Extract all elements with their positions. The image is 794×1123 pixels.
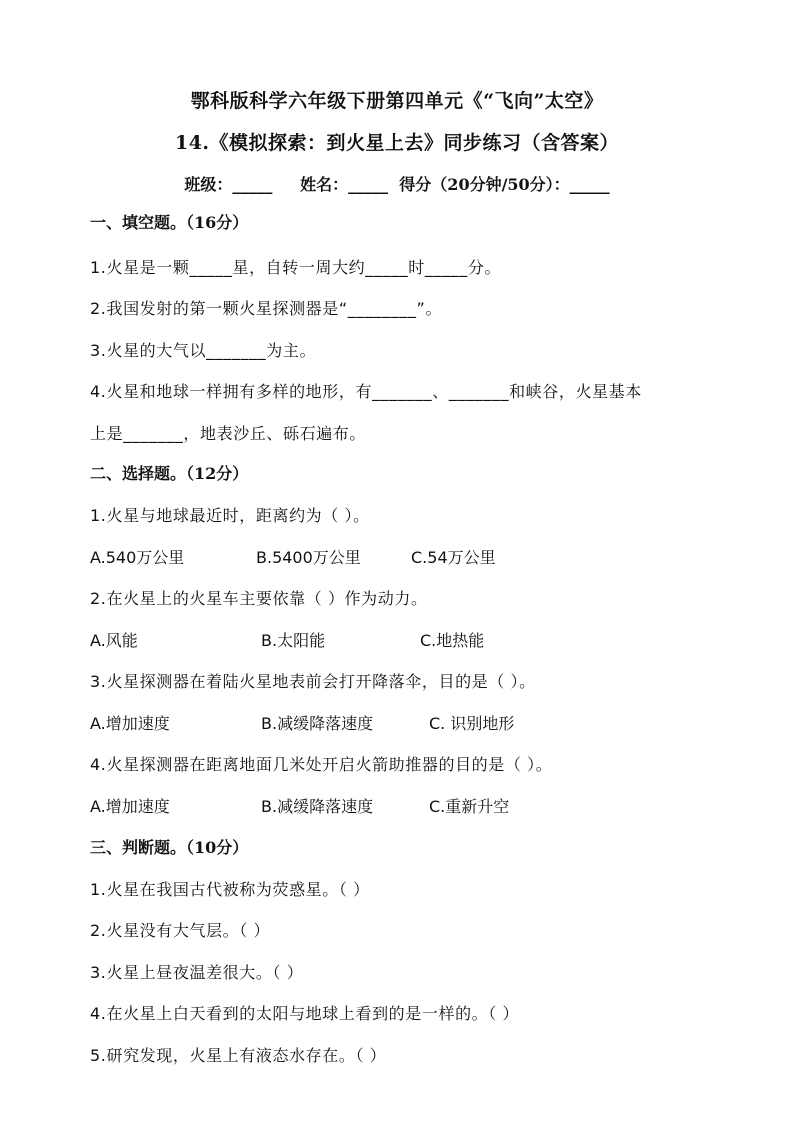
option-c: C.重新升空 — [429, 797, 510, 816]
worksheet-title: 鄂科版科学六年级下册第四单元《“飞向”太空》 — [190, 90, 604, 112]
fill-blank-question-1: 1.火星是一颗_____星，自转一周大约_____时_____分。 — [90, 258, 502, 277]
section-judgment-heading: 三、判断题。（10分） — [90, 838, 249, 857]
judgment-question-2: 2.火星没有大气层。（ ） — [90, 921, 271, 940]
option-b: B.5400万公里 — [256, 548, 361, 567]
fill-blank-question-3: 3.火星的大气以_______为主。 — [90, 341, 317, 360]
fill-blank-question-4: 4.火星和地球一样拥有多样的地形，有_______、_______和峡谷，火星基本 — [90, 382, 642, 401]
student-info-line: 班级：_____ 姓名：_____ 得分（20分钟/50分）：_____ — [184, 175, 610, 194]
judgment-question-4: 4.在火星上白天看到的太阳与地球上看到的是一样的。（ ） — [90, 1004, 520, 1023]
choice-question-2: 2.在火星上的火星车主要依靠（ ）作为动力。 — [90, 589, 428, 608]
worksheet-subtitle: 14.《模拟探索：到火星上去》同步练习（含答案） — [174, 132, 620, 154]
option-a: A.增加速度 — [90, 714, 170, 733]
judgment-question-1: 1.火星在我国古代被称为荧惑星。（ ） — [90, 880, 370, 899]
fill-blank-question-2: 2.我国发射的第一颗火星探测器是“________”。 — [90, 299, 443, 318]
section-choice-heading: 二、选择题。（12分） — [90, 464, 249, 483]
section-fill-blank-heading: 一、填空题。（16分） — [90, 213, 249, 232]
option-a: A.增加速度 — [90, 797, 170, 816]
choice-question-3: 3.火星探测器在着陆火星地表前会打开降落伞，目的是（ ）。 — [90, 672, 536, 691]
judgment-question-5: 5.研究发现，火星上有液态水存在。（ ） — [90, 1046, 387, 1065]
option-b: B.减缓降落速度 — [261, 714, 374, 733]
option-a: A.风能 — [90, 631, 138, 650]
option-c: C.地热能 — [420, 631, 485, 650]
judgment-question-3: 3.火星上昼夜温差很大。（ ） — [90, 963, 304, 982]
choice-question-1: 1.火星与地球最近时，距离约为（ ）。 — [90, 506, 370, 525]
option-c: C.54万公里 — [411, 548, 496, 567]
choice-question-4: 4.火星探测器在距离地面几米处开启火箭助推器的目的是（ ）。 — [90, 755, 553, 774]
fill-blank-question-4-cont: 上是_______，地表沙丘、砾石遍布。 — [90, 424, 367, 443]
option-c: C. 识别地形 — [429, 714, 515, 733]
option-a: A.540万公里 — [90, 548, 185, 567]
option-b: B.减缓降落速度 — [261, 797, 374, 816]
option-b: B.太阳能 — [261, 631, 326, 650]
